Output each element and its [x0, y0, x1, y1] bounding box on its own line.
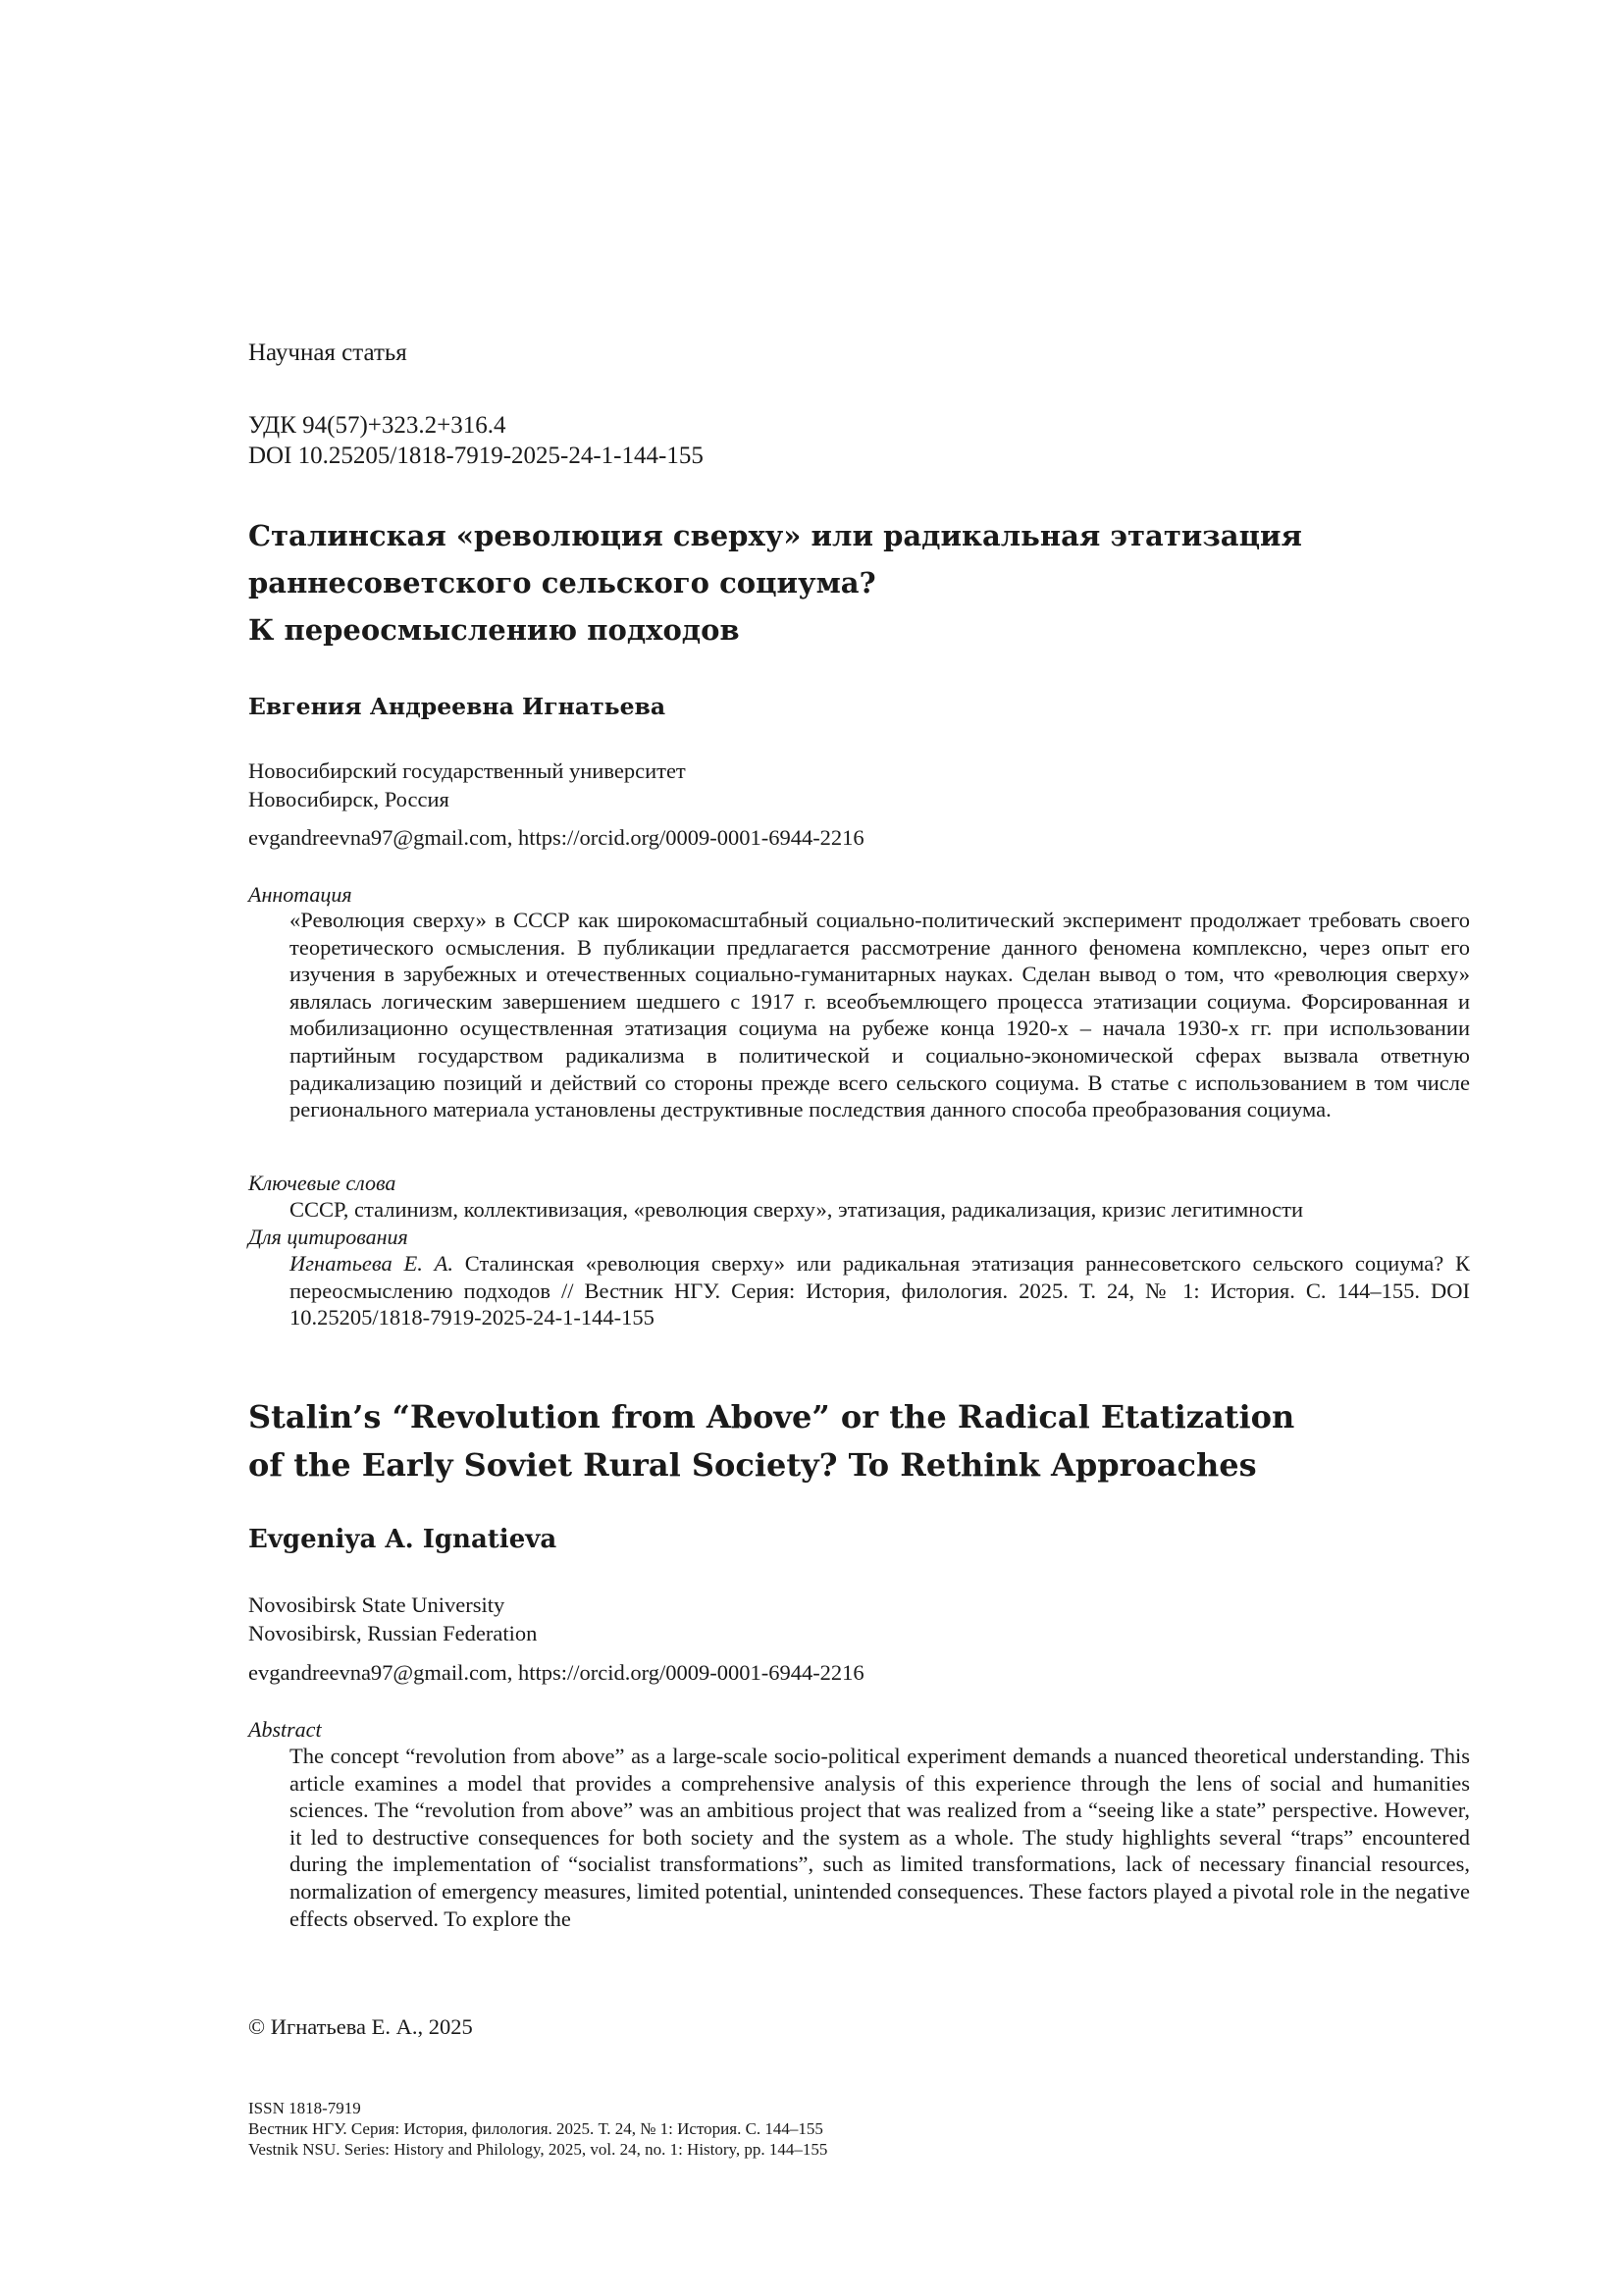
- ru-title: [248, 512, 1302, 653]
- citation-author: Игнатьева Е. А.: [289, 1251, 454, 1276]
- doi: DOI 10.25205/1818-7919-2025-24-1-144-155: [248, 443, 704, 469]
- en-author: Evgeniya A. Ignatieva: [248, 1525, 557, 1554]
- en-title-line: Stalin’s “Revolution from Above” or the Radical Etatization: [248, 1398, 1295, 1435]
- en-abstract: The concept “revolution from above” as a large-scale socio-political experiment demands a nuanced theoretical understanding. This article examines a model that provides a comprehensive analysis of this experience through the lens of social and humanities sciences. The “revolution from above” was an ambitious project that was realized from a “seeing like a state” perspective. However, it led to destructive consequences for both society and the system as a whole. The study highlights several “traps” encountered during the implementation of “socialist transformations”, such as limited transformations, lack of necessary financial resources, normalization of emergency measures, limited potential, unintended consequences. These factors played a pivotal role in the negative effects observed. To explore the: [289, 1744, 1470, 1931]
- ru-keywords: СССР, сталинизм, коллективизация, «революция сверху», этатизация, радикализация, кризис легитимности: [289, 1197, 1303, 1222]
- en-abstract-label: Abstract: [248, 1717, 322, 1742]
- en-title-line: of the Early Soviet Rural Society? To Rethink Approaches: [248, 1446, 1257, 1484]
- ru-abstract: «Революция сверху» в СССР как широкомасштабный социально-политический эксперимент продолжает требовать своего теоретического осмысления. В публикации предлагается рассмотрение данного феномена комплексно, через опыт его изучения в зарубежных и отечественных социально-гуманитарных науках. Сделан вывод о том, что «революция сверху» являлась логическим завершением шедшего с 1917 г. всеобъемлющего процесса этатизации социума. Форсированная и мобилизационно осуществленная этатизация социума на рубеже конца 1920-х – начала 1930-х гг. при использовании партийным государством радикализма в политической и социально-экономической сферах вызвала ответную радикализацию позиций и действий со стороны прежде всего сельского социума. В статье с использованием в том числе регионального материала установлены деструктивные последствия данного способа преобразования социума.: [289, 908, 1470, 1122]
- ru-affiliation: Новосибирский государственный университет: [248, 758, 686, 783]
- ru-citation-label: Для цитирования: [248, 1225, 408, 1249]
- en-contacts: evgandreevna97@gmail.com, https://orcid.org/0009-0001-6944-2216: [248, 1660, 864, 1685]
- en-affiliation: Novosibirsk State University: [248, 1592, 505, 1617]
- en-title: [248, 1393, 1294, 1489]
- ru-contacts: evgandreevna97@gmail.com, https://orcid.org/0009-0001-6944-2216: [248, 825, 864, 850]
- footer-issn: ISSN 1818-7919: [248, 2099, 361, 2117]
- ru-author: Евгения Андреевна Игнатьева: [248, 693, 666, 720]
- ru-title-line: Сталинская «революция сверху» или радикальная этатизация: [248, 519, 1302, 552]
- citation-text: Сталинская «революция сверху» или радикальная этатизация раннесоветского сельского социума? К переосмыслению подходов // Вестник НГУ. Серия: История, филология. 2025. Т. 24, № 1: История. С. 144–155. DOI 10.25205/1818-7919-2025-24-1-144-155: [289, 1251, 1471, 1331]
- ru-city: Новосибирск, Россия: [248, 787, 449, 811]
- copyright: © Игнатьева Е. А., 2025: [248, 2014, 473, 2039]
- en-city: Novosibirsk, Russian Federation: [248, 1621, 538, 1645]
- ru-citation: [289, 1250, 1470, 1331]
- ru-abstract-label: Аннотация: [248, 882, 352, 907]
- ru-keywords-label: Ключевые слова: [248, 1171, 396, 1195]
- udc: УДК 94(57)+323.2+316.4: [248, 412, 506, 439]
- article-type: Научная статья: [248, 339, 407, 366]
- ru-title-line: К переосмыслению подходов: [248, 613, 740, 647]
- footer-ru-journal: Вестник НГУ. Серия: История, филология. 2025. Т. 24, № 1: История. С. 144–155: [248, 2119, 823, 2138]
- ru-title-line: раннесоветского сельского социума?: [248, 566, 876, 600]
- footer-en-journal: Vestnik NSU. Series: History and Philology, 2025, vol. 24, no. 1: History, pp. 144–155: [248, 2140, 828, 2159]
